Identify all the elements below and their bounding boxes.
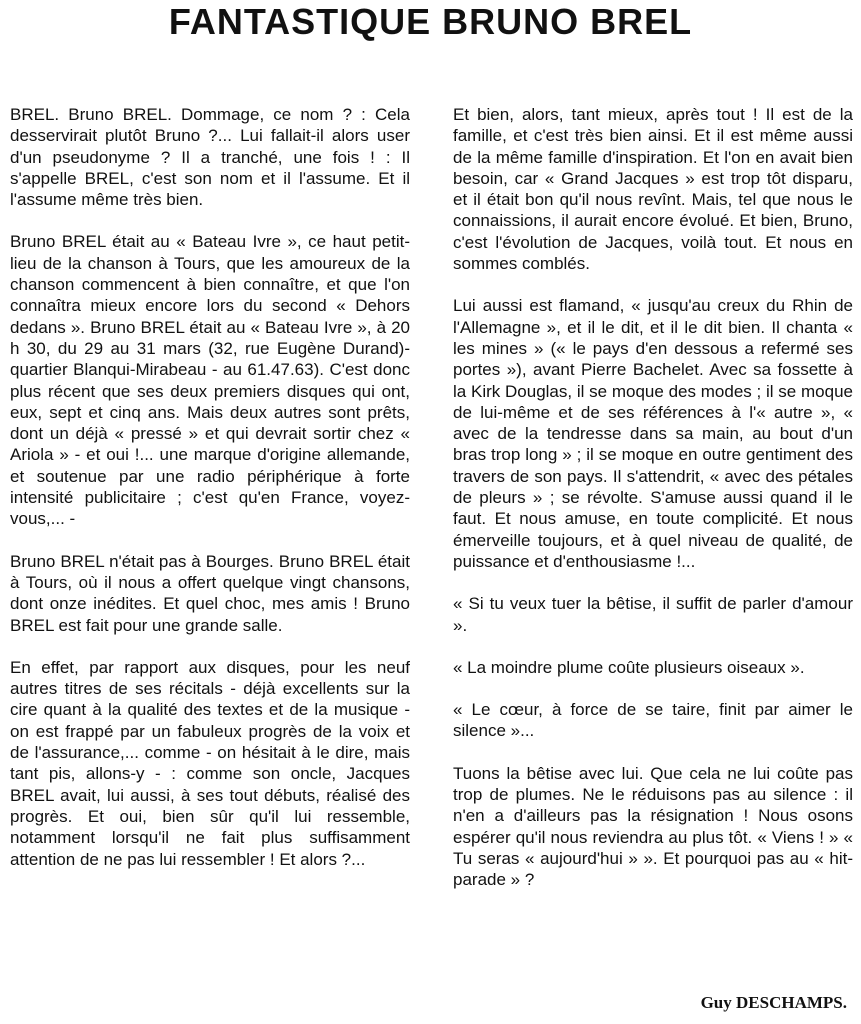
paragraph-intro: BREL. Bruno BREL. Dommage, ce nom ? : Cela desservirait plutôt Bruno ?... Lui fallait-il alors user d'un pseudonyme ? Il a tranché, une fois ! : Il s'appelle BREL, c'est son nom et il l'assume. Et il l'assume même très bien. [10,105,410,210]
right-column [453,104,853,912]
left-column [10,104,410,891]
article-title: FANTASTIQUE BRUNO BREL [168,1,693,42]
paragraph-bateau-ivre: Bruno BREL était au « Bateau Ivre », ce haut petit-lieu de la chanson à Tours, que les amoureux de la chanson commencent à bien connaître, et que l'on connaîtra mieux encore lors du second « Dehors dedans ». Bruno BREL était au « Bateau Ivre », à 20 h 30, du 29 au 31 mars (32, rue Eugène Durand)- quartier Blanqui-Mirabeau - au 61.47.63). C'est donc plus récent que ses deux premiers disques qui ont, eux, sept et cinq ans. Mais deux autres sont prêts, dont un déjà « pressé » et qui devrait sortir chez « Ariola » - et oui !... une marque d'origine allemande, et soutenue par une radio périphérique à forte intensité publicitaire ; c'est qu'en France, voyez-vous,... - [10,232,410,529]
paragraph-family: Et bien, alors, tant mieux, après tout ! Il est de la famille, et c'est très bien ainsi. Et il est même aussi de la même famille d'inspiration. Et l'on en avait bien besoin, car « Grand Jacques » est trop tôt disparu, et il était bon qu'il nous revînt. Mais, tel que nous le connaissions, il aurait encore évolué. Et bien, Bruno, c'est l'évolution de Jacques, voilà tout. Et nous en sommes comblés. [453,105,853,274]
quote-item: « La moindre plume coûte plusieurs oiseaux ». [453,657,805,677]
author-signature: Guy DESCHAMPS. [700,993,847,1012]
quotes-block [453,593,853,741]
quote-item: « Si tu veux tuer la bêtise, il suffit de parler d'amour ». [453,594,853,635]
paragraph-progress: En effet, par rapport aux disques, pour les neuf autres titres de ses récitals - déjà excellents sur la cire quant à la qualité des textes et de la musique - on est frappé par un fabuleux progrès de la voix et de l'assurance,... comme - on hésitait à le dire, mais tant pis, allons-y - : comme son oncle, Jacques BREL avait, lui aussi, à ses tout débuts, réalisé des progrès. Et oui, bien sûr qu'il lui ressemble, notamment lorsqu'il ne fait plus suffisamment attention de ne pas lui ressembler ! Et alors ?... [10,657,410,869]
paragraph-closing: Tuons la bêtise avec lui. Que cela ne lui coûte pas trop de plumes. Ne le réduisons pas au silence : il n'en a d'ailleurs pas la résignation ! Nous osons espérer qu'il nous reviendra au plus tôt. « Viens ! » « Tu seras « aujourd'hui » ». Et pourquoi pas au « hit-parade » ? [453,763,853,890]
paragraph-flamand: Lui aussi est flamand, « jusqu'au creux du Rhin de l'Allemagne », et il le dit, et il le dit bien. Il chanta « les mines » (« le pays d'en dessous a refermé ses portes »), avant Pierre Bachelet. Avec sa fossette à la Kirk Douglas, il se moque des modes ; il se moque de lui-même et de ses références à l'« autre », « avec de la tendresse dans sa main, au bout d'un bras trop long » ; il se moque en outre gentiment des travers de son pays. Il s'attendrit, « avec des pétales de pleurs » ; se révolte. S'amuse aussi quand il le faut. Et nous amuse, en toute complicité. Et nous émerveille toujours, et à quel niveau de qualité, de puissance et d'enthousiasme !... [453,296,853,571]
quote-item: « Le cœur, à force de se taire, finit par aimer le silence »... [453,700,853,741]
paragraph-bourges: Bruno BREL n'était pas à Bourges. Bruno BREL était à Tours, où il nous a offert quelque vingt chansons, dont onze inédites. Et quel choc, mes amis ! Bruno BREL est fait pour une grande salle. [10,551,410,635]
